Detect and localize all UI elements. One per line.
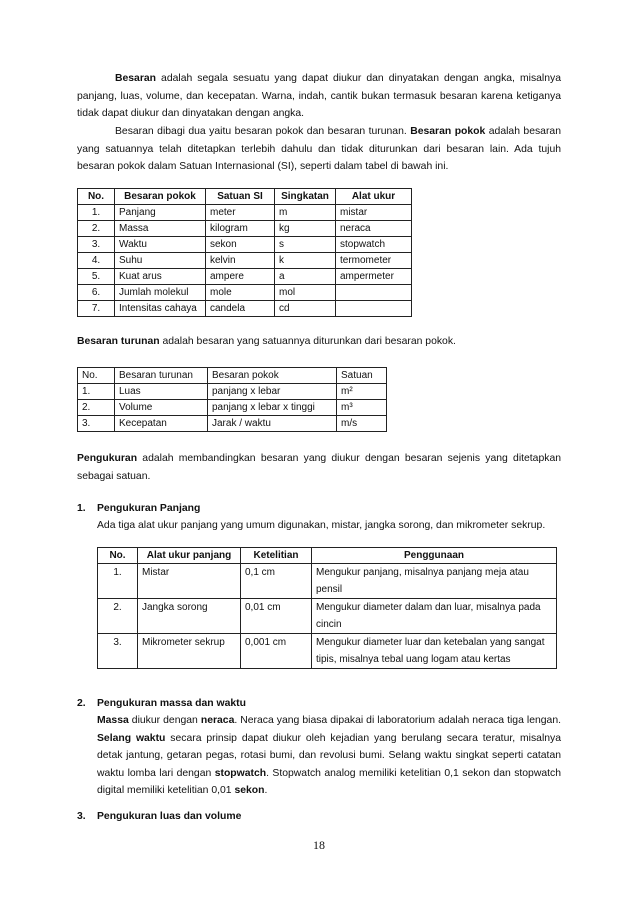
table-cell: Panjang: [115, 205, 206, 221]
term-pengukuran: Pengukuran: [77, 453, 138, 464]
table-cell: 1.: [78, 384, 115, 400]
text-pengukuran-massa-waktu: Massa diukur dengan neraca. Neraca yang biasa dipakai di laboratorium adalah neraca tiga lengan. Selang waktu secara prinsip dapat diukur oleh kejadian yang berulang secara teratur, misalnya detak jantung, getaran pegas, rotasi bumi, dan revolusi bumi. Selang waktu singkat seperti catatan waktu lomba lari dengan stopwatch. Stopwatch analog memiliki ketelitian 0,1 sekon dan stopwatch digital memiliki ketelitian 0,01 sekon.: [97, 715, 561, 797]
table-cell: m/s: [337, 416, 387, 432]
table-cell: Massa: [115, 221, 206, 237]
table-cell: k: [275, 253, 336, 269]
paragraph-pengukuran: Pengukuran adalah membandingkan besaran yang diukur dengan besaran sejenis yang ditetapkan sebagai satuan.: [77, 453, 561, 482]
table-cell: 1.: [98, 564, 138, 599]
table-cell: [336, 301, 412, 317]
table-cell: m³: [337, 400, 387, 416]
paragraph-besaran-turunan: Besaran turunan adalah besaran yang satuannya diturunkan dari besaran pokok.: [77, 336, 456, 347]
table-cell: 5.: [78, 269, 115, 285]
term-besaran-pokok: Besaran pokok: [410, 126, 486, 137]
table-cell: Kecepatan: [115, 416, 208, 432]
table-cell: [336, 285, 412, 301]
table-cell: 3.: [78, 237, 115, 253]
table-cell: Intensitas cahaya: [115, 301, 206, 317]
table-cell: 2.: [78, 400, 115, 416]
table-cell: panjang x lebar x tinggi: [208, 400, 337, 416]
table-cell: Mistar: [138, 564, 241, 599]
table-row: [78, 269, 412, 285]
table-besaran-turunan: [77, 367, 387, 432]
table-cell: stopwatch: [336, 237, 412, 253]
table-cell: cd: [275, 301, 336, 317]
table-cell: candela: [206, 301, 275, 317]
table-cell: 2.: [78, 221, 115, 237]
table-cell: 3.: [98, 634, 138, 669]
table-cell: 7.: [78, 301, 115, 317]
table-cell: kilogram: [206, 221, 275, 237]
paragraph-besaran-pokok: Besaran dibagi dua yaitu besaran pokok dan besaran turunan. Besaran pokok adalah besaran yang satuannya telah ditetapkan terlebih dahulu dan tidak diturunkan dari besaran lain. Ada tujuh besaran pokok dalam Satuan Internasional (SI), seperti dalam tabel di bawah ini.: [77, 126, 561, 173]
table-cell: 6.: [78, 285, 115, 301]
table-row: [78, 400, 387, 416]
table-cell: Mengukur diameter dalam dan luar, misalnya pada cincin: [312, 599, 557, 634]
table-cell: Jumlah molekul: [115, 285, 206, 301]
table-cell: 0,1 cm: [241, 564, 312, 599]
table-cell: ampermeter: [336, 269, 412, 285]
heading-pengukuran-massa-waktu: 2. Pengukuran massa dan waktu: [77, 698, 246, 709]
table-cell: Mengukur panjang, misalnya panjang meja atau pensil: [312, 564, 557, 599]
table-cell: panjang x lebar: [208, 384, 337, 400]
table-row: [98, 599, 557, 634]
table-header-row: No. Besaran turunan Besaran pokok Satuan: [78, 368, 387, 384]
table-row: [78, 384, 387, 400]
table-cell: neraca: [336, 221, 412, 237]
table-cell: Kuat arus: [115, 269, 206, 285]
table-cell: termometer: [336, 253, 412, 269]
table-cell: kg: [275, 221, 336, 237]
table-row: [98, 564, 557, 599]
table-alat-ukur-panjang: [97, 547, 557, 669]
table-cell: 1.: [78, 205, 115, 221]
heading-pengukuran-luas-volume: 3. Pengukuran luas dan volume: [77, 811, 242, 822]
table-cell: Waktu: [115, 237, 206, 253]
table-cell: 0,001 cm: [241, 634, 312, 669]
table-cell: Volume: [115, 400, 208, 416]
table-besaran-pokok: [77, 188, 412, 317]
table-row: [78, 285, 412, 301]
table-row: [78, 205, 412, 221]
table-cell: 2.: [98, 599, 138, 634]
text-pengukuran-panjang: Ada tiga alat ukur panjang yang umum digunakan, mistar, jangka sorong, dan mikrometer sekrup.: [97, 520, 546, 531]
table-cell: 4.: [78, 253, 115, 269]
table-cell: Suhu: [115, 253, 206, 269]
table-cell: mol: [275, 285, 336, 301]
table-cell: m: [275, 205, 336, 221]
table-cell: Jarak / waktu: [208, 416, 337, 432]
table-cell: Mikrometer sekrup: [138, 634, 241, 669]
table-row: [78, 301, 412, 317]
table-row: [98, 634, 557, 669]
table-cell: m²: [337, 384, 387, 400]
table-cell: s: [275, 237, 336, 253]
term-besaran: Besaran: [115, 73, 157, 84]
table-cell: 3.: [78, 416, 115, 432]
paragraph-besaran: Besaran adalah segala sesuatu yang dapat diukur dan dinyatakan dengan angka, misalnya panjang, luas, volume, dan kecepatan. Warna, indah, cantik bukan termasuk besaran karena ketiganya tidak dapat diukur dan dinyatakan dengan angka.: [77, 73, 561, 120]
table-cell: kelvin: [206, 253, 275, 269]
table-header-row: No. Alat ukur panjang Ketelitian Penggunaan: [98, 548, 557, 564]
term-besaran-turunan: Besaran turunan: [77, 336, 160, 347]
table-cell: meter: [206, 205, 275, 221]
table-row: [78, 416, 387, 432]
table-row: [78, 253, 412, 269]
page-number: 18: [313, 838, 325, 852]
table-cell: mistar: [336, 205, 412, 221]
table-cell: 0,01 cm: [241, 599, 312, 634]
table-cell: ampere: [206, 269, 275, 285]
table-cell: mole: [206, 285, 275, 301]
table-cell: Jangka sorong: [138, 599, 241, 634]
table-row: [78, 237, 412, 253]
table-cell: Luas: [115, 384, 208, 400]
table-cell: sekon: [206, 237, 275, 253]
table-cell: a: [275, 269, 336, 285]
heading-pengukuran-panjang: 1. Pengukuran Panjang: [77, 503, 201, 514]
table-row: [78, 221, 412, 237]
table-header-row: No. Besaran pokok Satuan SI Singkatan Alat ukur: [78, 189, 412, 205]
table-cell: Mengukur diameter luar dan ketebalan yang sangat tipis, misalnya tebal uang logam atau kertas: [312, 634, 557, 669]
